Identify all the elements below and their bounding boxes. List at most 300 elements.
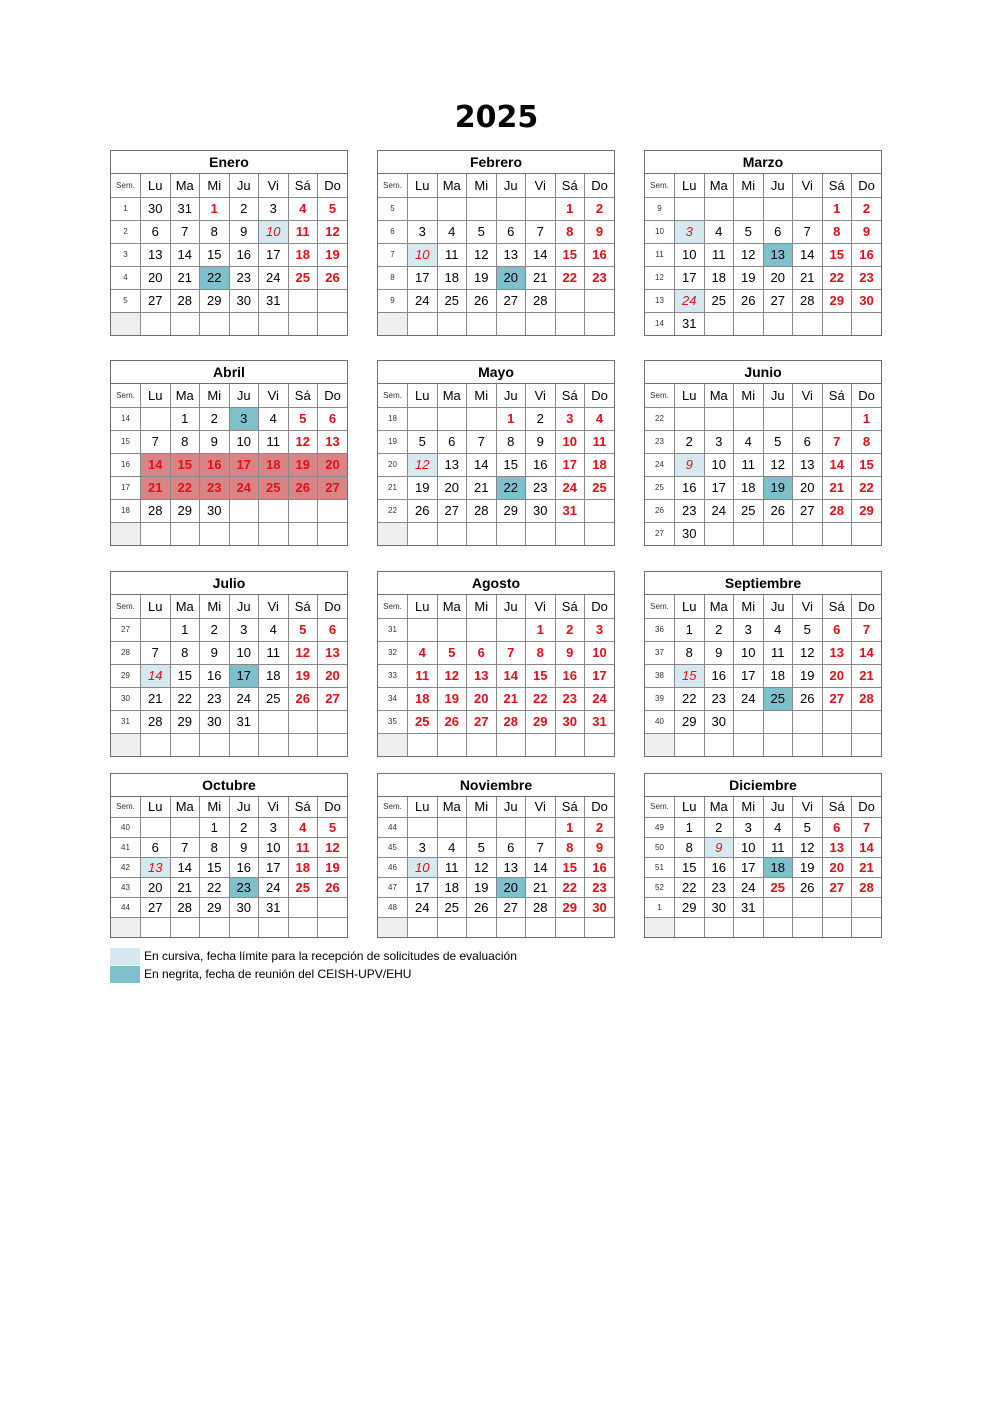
weekday-header: Mi	[200, 595, 230, 618]
day-cell: 7	[852, 618, 882, 641]
day-cell: 19	[793, 664, 823, 687]
week-number: 27	[645, 522, 675, 545]
day-cell: 21	[822, 476, 852, 499]
day-cell: 24	[259, 266, 289, 289]
day-cell: 13	[822, 641, 852, 664]
week-number: 44	[111, 897, 141, 917]
day-cell: 3	[408, 837, 438, 857]
day-cell: 26	[763, 499, 793, 522]
weekday-header: Do	[585, 595, 615, 618]
day-cell	[496, 733, 526, 756]
day-cell: 23	[585, 877, 615, 897]
day-cell: 4	[259, 618, 289, 641]
day-cell: 8	[200, 220, 230, 243]
month-table	[111, 797, 347, 937]
day-cell	[408, 618, 438, 641]
weekday-header: Ju	[496, 595, 526, 618]
day-cell: 2	[200, 618, 230, 641]
day-cell: 28	[170, 897, 200, 917]
day-cell: 8	[555, 837, 585, 857]
day-cell: 14	[467, 453, 497, 476]
day-cell	[288, 897, 318, 917]
day-cell: 18	[437, 877, 467, 897]
day-cell: 10	[555, 430, 585, 453]
day-cell: 24	[734, 877, 764, 897]
weekday-header: Vi	[259, 797, 289, 817]
week-row	[378, 407, 614, 430]
day-cell: 2	[555, 618, 585, 641]
weekday-header: Do	[585, 174, 615, 197]
weekday-header: Sá	[555, 797, 585, 817]
day-cell: 25	[763, 877, 793, 897]
week-row	[111, 857, 347, 877]
day-cell: 5	[318, 817, 348, 837]
day-cell: 30	[141, 197, 171, 220]
day-cell: 7	[852, 817, 882, 837]
day-cell: 15	[200, 857, 230, 877]
week-number	[378, 522, 408, 545]
day-cell	[200, 733, 230, 756]
day-cell	[200, 917, 230, 937]
weekday-header: Vi	[793, 174, 823, 197]
day-cell: 9	[675, 453, 705, 476]
day-cell	[704, 197, 734, 220]
weekday-header: Mi	[467, 384, 497, 407]
day-cell: 6	[496, 220, 526, 243]
month-name: Marzo	[645, 151, 881, 174]
weekday-header: Sá	[822, 797, 852, 817]
day-cell: 8	[170, 430, 200, 453]
day-cell: 17	[704, 476, 734, 499]
week-row	[111, 266, 347, 289]
day-cell	[585, 522, 615, 545]
month-name: Junio	[645, 361, 881, 384]
day-cell: 1	[526, 618, 556, 641]
day-cell: 6	[318, 407, 348, 430]
day-cell: 8	[555, 220, 585, 243]
day-cell: 20	[496, 877, 526, 897]
day-cell	[555, 522, 585, 545]
week-number	[645, 917, 675, 937]
weekday-header: Do	[585, 384, 615, 407]
day-cell: 15	[555, 243, 585, 266]
week-number	[378, 917, 408, 937]
day-cell	[496, 522, 526, 545]
week-row	[645, 837, 881, 857]
day-cell	[437, 618, 467, 641]
week-row	[378, 710, 614, 733]
weekday-header: Ju	[763, 174, 793, 197]
weekday-header: Sá	[822, 595, 852, 618]
week-number: 19	[378, 430, 408, 453]
day-cell: 28	[141, 499, 171, 522]
month-agosto	[377, 571, 615, 757]
day-cell	[704, 522, 734, 545]
week-row	[645, 817, 881, 837]
day-cell	[852, 710, 882, 733]
weekday-header: Do	[852, 174, 882, 197]
day-cell: 21	[467, 476, 497, 499]
week-row	[378, 476, 614, 499]
weekday-header: Sá	[288, 384, 318, 407]
day-cell: 29	[555, 897, 585, 917]
day-cell: 6	[793, 430, 823, 453]
weekday-header: Ma	[704, 384, 734, 407]
day-cell: 22	[852, 476, 882, 499]
day-cell: 29	[496, 499, 526, 522]
week-number: 4	[111, 266, 141, 289]
week-number: 3	[111, 243, 141, 266]
day-cell	[763, 407, 793, 430]
week-number: 12	[645, 266, 675, 289]
day-cell: 23	[229, 266, 259, 289]
weekday-header: Ma	[704, 174, 734, 197]
week-number	[378, 733, 408, 756]
day-cell: 14	[793, 243, 823, 266]
week-number	[378, 312, 408, 335]
day-cell: 23	[229, 877, 259, 897]
day-cell	[141, 312, 171, 335]
week-number: 24	[645, 453, 675, 476]
week-number: 8	[378, 266, 408, 289]
day-cell: 28	[526, 897, 556, 917]
day-cell	[852, 917, 882, 937]
day-cell: 20	[141, 266, 171, 289]
day-cell	[467, 917, 497, 937]
day-cell	[555, 289, 585, 312]
month-table	[378, 174, 614, 335]
weekday-header: Lu	[408, 174, 438, 197]
day-cell	[408, 312, 438, 335]
day-cell: 17	[408, 877, 438, 897]
day-cell: 15	[526, 664, 556, 687]
day-cell: 30	[200, 499, 230, 522]
day-cell: 25	[437, 897, 467, 917]
day-cell: 28	[467, 499, 497, 522]
weekday-header: Ma	[170, 595, 200, 618]
month-marzo	[644, 150, 882, 336]
day-cell: 4	[288, 197, 318, 220]
day-cell: 30	[675, 522, 705, 545]
day-cell	[318, 522, 348, 545]
day-cell: 28	[852, 687, 882, 710]
day-cell	[200, 522, 230, 545]
weekday-header: Mi	[467, 797, 497, 817]
day-cell: 13	[763, 243, 793, 266]
day-cell: 10	[408, 857, 438, 877]
day-cell: 27	[318, 476, 348, 499]
day-cell: 16	[200, 664, 230, 687]
day-cell: 23	[526, 476, 556, 499]
day-cell: 15	[555, 857, 585, 877]
day-cell: 12	[793, 641, 823, 664]
weekday-header: Do	[852, 595, 882, 618]
day-cell	[318, 499, 348, 522]
day-cell: 18	[259, 664, 289, 687]
day-cell: 24	[259, 877, 289, 897]
weekday-header: Do	[852, 797, 882, 817]
day-cell: 26	[318, 877, 348, 897]
day-cell: 31	[259, 897, 289, 917]
week-row	[111, 710, 347, 733]
week-row	[645, 687, 881, 710]
day-cell: 8	[675, 641, 705, 664]
day-cell: 30	[229, 897, 259, 917]
weekday-header: Do	[318, 174, 348, 197]
day-cell: 26	[793, 877, 823, 897]
day-cell: 10	[734, 641, 764, 664]
month-name: Septiembre	[645, 572, 881, 595]
month-name: Abril	[111, 361, 347, 384]
day-cell	[467, 407, 497, 430]
week-row	[645, 266, 881, 289]
day-cell	[822, 897, 852, 917]
day-cell: 4	[763, 817, 793, 837]
week-number: 50	[645, 837, 675, 857]
week-number: 48	[378, 897, 408, 917]
week-number: 40	[111, 817, 141, 837]
day-cell	[259, 710, 289, 733]
day-cell: 25	[288, 877, 318, 897]
day-cell: 4	[704, 220, 734, 243]
weekday-header: Lu	[408, 595, 438, 618]
day-cell	[318, 897, 348, 917]
day-cell: 22	[200, 266, 230, 289]
day-cell: 22	[555, 266, 585, 289]
day-cell: 19	[288, 664, 318, 687]
day-cell	[734, 733, 764, 756]
legend-meeting-text: En negrita, fecha de reunión del CEISH-UPV/EHU	[144, 967, 412, 981]
day-cell: 17	[555, 453, 585, 476]
day-cell: 30	[704, 897, 734, 917]
day-cell: 27	[793, 499, 823, 522]
week-row	[378, 877, 614, 897]
week-number: 37	[645, 641, 675, 664]
day-cell: 20	[496, 266, 526, 289]
week-number: 40	[645, 710, 675, 733]
day-cell	[318, 710, 348, 733]
day-cell: 26	[408, 499, 438, 522]
day-cell	[467, 197, 497, 220]
day-cell: 11	[408, 664, 438, 687]
week-row	[378, 897, 614, 917]
week-row	[111, 197, 347, 220]
day-cell: 24	[675, 289, 705, 312]
day-cell: 19	[288, 453, 318, 476]
day-cell: 26	[288, 476, 318, 499]
week-number: 6	[378, 220, 408, 243]
day-cell: 1	[555, 817, 585, 837]
month-septiembre	[644, 571, 882, 757]
week-row	[111, 733, 347, 756]
weekday-header: Lu	[141, 384, 171, 407]
day-cell	[408, 917, 438, 937]
day-cell: 11	[437, 857, 467, 877]
month-octubre	[110, 773, 348, 938]
day-cell: 17	[229, 453, 259, 476]
day-cell: 25	[704, 289, 734, 312]
week-number: 41	[111, 837, 141, 857]
weekday-header: Ma	[437, 797, 467, 817]
week-row	[111, 430, 347, 453]
day-cell: 13	[467, 664, 497, 687]
week-number: 33	[378, 664, 408, 687]
day-cell: 31	[170, 197, 200, 220]
weekday-header: Ma	[170, 384, 200, 407]
weekday-header: Ju	[496, 174, 526, 197]
day-cell	[822, 710, 852, 733]
day-cell: 4	[408, 641, 438, 664]
weekday-header: Mi	[734, 595, 764, 618]
day-cell: 6	[822, 618, 852, 641]
week-header: Sem.	[116, 390, 135, 400]
week-row	[645, 917, 881, 937]
day-cell	[408, 197, 438, 220]
week-row	[111, 897, 347, 917]
weekday-header: Sá	[288, 174, 318, 197]
day-cell: 14	[822, 453, 852, 476]
week-number: 39	[645, 687, 675, 710]
day-cell: 27	[318, 687, 348, 710]
day-cell: 22	[170, 687, 200, 710]
day-cell: 24	[734, 687, 764, 710]
day-cell: 13	[141, 243, 171, 266]
day-cell: 25	[734, 499, 764, 522]
day-cell: 21	[793, 266, 823, 289]
week-header: Sem.	[116, 601, 135, 611]
day-cell	[734, 407, 764, 430]
weekday-header: Ju	[229, 595, 259, 618]
day-cell: 26	[467, 289, 497, 312]
day-cell	[467, 312, 497, 335]
day-cell: 5	[734, 220, 764, 243]
day-cell: 17	[675, 266, 705, 289]
day-cell: 13	[793, 453, 823, 476]
day-cell: 20	[822, 857, 852, 877]
weekday-header: Ju	[763, 595, 793, 618]
day-cell: 1	[822, 197, 852, 220]
day-cell	[763, 522, 793, 545]
week-number: 29	[111, 664, 141, 687]
day-cell: 4	[734, 430, 764, 453]
week-number	[111, 312, 141, 335]
day-cell: 20	[793, 476, 823, 499]
day-cell: 29	[200, 897, 230, 917]
day-cell	[526, 197, 556, 220]
day-cell: 30	[585, 897, 615, 917]
day-cell: 16	[704, 664, 734, 687]
day-cell: 25	[288, 266, 318, 289]
day-cell: 24	[704, 499, 734, 522]
day-cell: 30	[704, 710, 734, 733]
week-header: Sem.	[383, 390, 402, 400]
week-number	[111, 917, 141, 937]
day-cell: 4	[259, 407, 289, 430]
day-cell: 26	[288, 687, 318, 710]
day-cell: 31	[734, 897, 764, 917]
day-cell: 12	[318, 220, 348, 243]
day-cell: 17	[259, 857, 289, 877]
day-cell: 27	[467, 710, 497, 733]
weekday-header: Lu	[141, 595, 171, 618]
day-cell: 1	[170, 618, 200, 641]
day-cell: 29	[170, 499, 200, 522]
day-cell: 5	[437, 641, 467, 664]
day-cell: 7	[526, 837, 556, 857]
day-cell: 2	[526, 407, 556, 430]
week-row	[111, 522, 347, 545]
day-cell	[437, 522, 467, 545]
week-row	[645, 289, 881, 312]
day-cell: 11	[704, 243, 734, 266]
day-cell: 10	[259, 837, 289, 857]
day-cell: 11	[763, 837, 793, 857]
day-cell: 23	[704, 877, 734, 897]
day-cell: 9	[229, 837, 259, 857]
day-cell: 24	[229, 687, 259, 710]
day-cell	[793, 733, 823, 756]
month-febrero	[377, 150, 615, 336]
day-cell: 15	[852, 453, 882, 476]
day-cell: 22	[170, 476, 200, 499]
day-cell: 22	[555, 877, 585, 897]
weekday-header: Ma	[437, 595, 467, 618]
weekday-header: Do	[318, 384, 348, 407]
day-cell: 2	[704, 817, 734, 837]
week-number: 21	[378, 476, 408, 499]
day-cell: 29	[675, 710, 705, 733]
day-cell: 31	[229, 710, 259, 733]
day-cell: 3	[259, 197, 289, 220]
week-row	[111, 641, 347, 664]
weekday-header: Lu	[675, 595, 705, 618]
week-row	[111, 476, 347, 499]
day-cell: 19	[734, 266, 764, 289]
day-cell	[585, 733, 615, 756]
week-row	[378, 220, 614, 243]
day-cell: 3	[229, 618, 259, 641]
day-cell: 25	[585, 476, 615, 499]
day-cell: 15	[675, 857, 705, 877]
week-row	[645, 664, 881, 687]
week-row	[111, 289, 347, 312]
day-cell: 21	[526, 266, 556, 289]
day-cell: 10	[229, 430, 259, 453]
day-cell: 25	[259, 476, 289, 499]
weekday-header: Vi	[259, 384, 289, 407]
day-cell: 8	[496, 430, 526, 453]
weekday-header: Mi	[200, 174, 230, 197]
day-cell	[467, 522, 497, 545]
week-number: 14	[645, 312, 675, 335]
deadline-swatch	[110, 948, 140, 965]
week-row	[378, 499, 614, 522]
day-cell: 25	[763, 687, 793, 710]
day-cell	[229, 917, 259, 937]
week-number: 18	[111, 499, 141, 522]
day-cell	[852, 897, 882, 917]
weekday-header: Sá	[288, 595, 318, 618]
week-number: 1	[111, 197, 141, 220]
day-cell: 29	[852, 499, 882, 522]
weekday-header: Vi	[259, 595, 289, 618]
day-cell	[141, 817, 171, 837]
day-cell: 5	[467, 220, 497, 243]
day-cell	[734, 710, 764, 733]
week-number: 14	[111, 407, 141, 430]
day-cell: 16	[704, 857, 734, 877]
day-cell: 14	[852, 641, 882, 664]
